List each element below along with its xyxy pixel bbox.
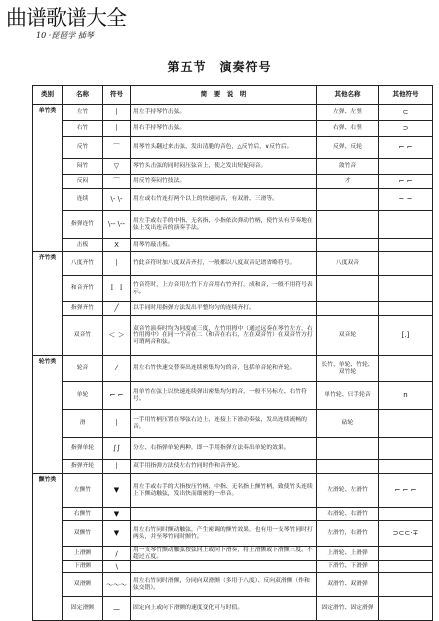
- header-name: 名称: [63, 86, 103, 105]
- symbol-cell: ⌒: [103, 137, 131, 159]
- category-cell: 轮竹类: [33, 356, 63, 474]
- alt-symbol-cell: [379, 159, 433, 175]
- alt-name-cell: [317, 276, 379, 302]
- category-cell: 单竹类: [33, 105, 63, 252]
- table-row: [33, 239, 433, 252]
- table-row: [33, 508, 433, 521]
- alt-symbol-cell: [379, 460, 433, 474]
- alt-symbol-cell: ~ ~: [379, 189, 433, 211]
- alt-symbol-cell: [379, 252, 433, 276]
- alt-name-cell: 反弹、反轮: [317, 137, 379, 159]
- alt-name-cell: 八度双音: [317, 252, 379, 276]
- header-alt-symbol: 其他符号: [379, 86, 433, 105]
- name-cell: 双音竹: [63, 316, 103, 356]
- name-cell: 指弹连竹: [63, 211, 103, 239]
- alt-symbol-cell: [379, 410, 433, 438]
- name-cell: 指弹齐轮: [63, 460, 103, 474]
- symbol-cell: \- \-: [103, 189, 131, 211]
- alt-name-cell: 右滑轮、右滑竹: [317, 508, 379, 521]
- alt-name-cell: [317, 189, 379, 211]
- symbol-cell: ∫∫: [103, 438, 131, 460]
- alt-symbol-cell: [379, 561, 433, 573]
- table-row: [33, 460, 433, 474]
- notation-table: [32, 85, 433, 621]
- symbol-cell: ～～～: [103, 573, 131, 597]
- header-symbol: 符号: [103, 86, 131, 105]
- table-body: [33, 105, 433, 621]
- alt-name-cell: 下滑竹、下滑弹: [317, 561, 379, 573]
- alt-symbol-cell: [379, 597, 433, 621]
- description-cell: 用左手或右手的中指、无名指、小指依次弹动竹柄，使竹头有节奏地在弦上发出连音的演奏手法。: [131, 211, 317, 239]
- alt-name-cell: 砧轮: [317, 410, 379, 438]
- description-cell: 用琴竹头翻过来击弦，发出清脆的音色，△反竹后，∨反竹后。: [131, 137, 317, 159]
- name-cell: 右颤竹: [63, 508, 103, 521]
- header-description: 简 要 说 明: [131, 86, 317, 105]
- alt-name-cell: 才: [317, 175, 379, 189]
- alt-symbol-cell: [379, 302, 433, 316]
- alt-symbol-cell: n: [379, 382, 433, 410]
- alt-name-cell: 固定滑竹、固定滑弹: [317, 597, 379, 621]
- table-row: [33, 438, 433, 460]
- table-row: [33, 573, 433, 597]
- name-cell: 滑: [63, 410, 103, 438]
- description-cell: 一手用竹柄压置在琴弦右边上，连接上下滑动奏弦，发出连续流畅的音。: [131, 410, 317, 438]
- description-cell: 用一支琴竹颤动触弦按弦向上或向下滑奏，将上滑颤或下滑颤三度，不超过五度。: [131, 547, 317, 561]
- table-row: [33, 159, 433, 175]
- alt-symbol-cell: [379, 438, 433, 460]
- description-cell: 竹音符时，上方音用左竹下方音用右竹齐打，成和音，一般不用符号表示。: [131, 276, 317, 302]
- table-row: [33, 547, 433, 561]
- name-cell: 指弹齐竹: [63, 302, 103, 316]
- symbol-cell: ╱: [103, 302, 131, 316]
- alt-symbol-cell: ⊂: [379, 105, 433, 121]
- alt-symbol-cell: [379, 547, 433, 561]
- name-cell: 右竹: [63, 121, 103, 137]
- table-row: [33, 189, 433, 211]
- alt-symbol-cell: ⌐ ⌐: [379, 175, 433, 189]
- symbol-cell: 丨: [103, 121, 131, 137]
- table-row: [33, 276, 433, 302]
- table-row: [33, 597, 433, 621]
- description-cell: 用左手或右手的大指按压竹柄，中指、无名指上颤竹柄，致使竹头连续上下颤动触弦，发出快而细密的一串音。: [131, 474, 317, 508]
- name-cell: 双颤竹: [63, 521, 103, 547]
- table-row: [33, 211, 433, 239]
- table-row: [33, 121, 433, 137]
- name-cell: 指弹单轮: [63, 438, 103, 460]
- name-cell: 单轮: [63, 382, 103, 410]
- symbol-cell: ∕: [103, 547, 131, 561]
- name-cell: 闷竹: [63, 159, 103, 175]
- table-row: [33, 316, 433, 356]
- symbol-cell: ⌐ ⌐: [103, 382, 131, 410]
- alt-symbol-cell: [379, 239, 433, 252]
- symbol-cell: ⌒: [103, 175, 131, 189]
- symbol-cell: ∖: [103, 561, 131, 573]
- table-row: [33, 137, 433, 159]
- name-cell: 上滑颤: [63, 547, 103, 561]
- description-cell: 用左右竹快速交替奏出连续密集均匀的音，包括单音轮和齐轮。: [131, 356, 317, 382]
- symbol-cell: ⁄: [103, 356, 131, 382]
- alt-symbol-cell: [379, 508, 433, 521]
- description-cell: 固定向上或向下滑颤的速度变化可与时值。: [131, 597, 317, 621]
- category-cell: 颤竹类: [33, 474, 63, 621]
- description-cell: 用左右竹同时滑颤，分同向双滑颤（多用于八度）、反向双滑颤（作和弦交错）。: [131, 573, 317, 597]
- description-cell: 琴竹头击弦的同时闷压弦音上，使之发出短促闷音。: [131, 159, 317, 175]
- description-cell: 双音竹演奏时均为同度或三度，左竹用拇中（通过远奏在琴竹左方，右竹用拇中）在同一个音在二（和音在右右，左在双音竹）在双音竹方打可谓两音和弦。: [131, 316, 317, 356]
- alt-name-cell: 双音轮: [317, 316, 379, 356]
- table-row: [33, 521, 433, 547]
- description-cell: 用琴竹敲击板。: [131, 239, 317, 252]
- description-cell: 用反竹奏闷竹技法。: [131, 175, 317, 189]
- symbol-cell: 丨: [103, 410, 131, 438]
- table-row: [33, 302, 433, 316]
- description-cell: [131, 561, 317, 573]
- alt-name-cell: [317, 211, 379, 239]
- running-head: 10 ·琵琶学 插琴: [36, 31, 94, 40]
- table-row: [33, 105, 433, 121]
- symbol-cell: —: [103, 597, 131, 621]
- table-row: [33, 474, 433, 508]
- alt-name-cell: [317, 460, 379, 474]
- description-cell: 分左、右指弹单轮两种，即一手用指弹方法奏出单轮的效果。: [131, 438, 317, 460]
- table-row: [33, 410, 433, 438]
- alt-symbol-cell: ⌐ ⌐ ⌐: [379, 474, 433, 508]
- alt-symbol-cell: [379, 211, 433, 239]
- description-cell: 用左右竹同时颤动触弦，产生密调的颤竹效果，也有用一支琴竹同时打两头，并至琴竹同时颤竹。: [131, 521, 317, 547]
- symbol-cell: ▼: [103, 474, 131, 508]
- alt-name-cell: [317, 239, 379, 252]
- description-cell: 用单竹在弦上以快速连续弹出密集均匀的音，一般不另标左、右竹符号。: [131, 382, 317, 410]
- symbol-cell: 丨: [103, 252, 131, 276]
- table-row: [33, 252, 433, 276]
- symbol-cell: ＜ ＞: [103, 316, 131, 356]
- description-cell: 用右手持琴竹击弦。: [131, 121, 317, 137]
- alt-symbol-cell: [379, 573, 433, 597]
- name-cell: 反竹: [63, 137, 103, 159]
- table-header-row: [33, 86, 433, 105]
- alt-name-cell: 左滑竹，右滑竹: [317, 521, 379, 547]
- alt-name-cell: 长竹、单轮、竹轮、双竹轮: [317, 356, 379, 382]
- alt-name-cell: 左弹、左竖: [317, 105, 379, 121]
- name-cell: 八度齐竹: [63, 252, 103, 276]
- symbol-cell: 丨: [103, 105, 131, 121]
- name-cell: 连续: [63, 189, 103, 211]
- name-cell: 固定滑颤: [63, 597, 103, 621]
- alt-symbol-cell: [.]: [379, 316, 433, 356]
- name-cell: 左颤竹: [63, 474, 103, 508]
- header-category: 类别: [33, 86, 63, 105]
- table-row: [33, 382, 433, 410]
- table-row: [33, 561, 433, 573]
- alt-name-cell: [317, 438, 379, 460]
- symbol-cell: 丨: [103, 460, 131, 474]
- name-cell: 击板: [63, 239, 103, 252]
- alt-name-cell: 单竹轮、只手轮音: [317, 382, 379, 410]
- site-title: 曲谱歌谱大全: [6, 6, 126, 30]
- category-cell: 齐竹类: [33, 252, 63, 356]
- name-cell: 双滑颤: [63, 573, 103, 597]
- alt-symbol-cell: [379, 276, 433, 302]
- symbol-cell: Ｉ Ｉ: [103, 276, 131, 302]
- table-row: [33, 175, 433, 189]
- description-cell: 双手用指弹方法使左右竹同时作和音齐轮。: [131, 460, 317, 474]
- description-cell: [131, 508, 317, 521]
- name-cell: 下滑颤: [63, 561, 103, 573]
- alt-symbol-cell: ⊃: [379, 121, 433, 137]
- name-cell: 反闷: [63, 175, 103, 189]
- alt-name-cell: 双滑竹、双滑弹: [317, 573, 379, 597]
- alt-name-cell: 右弹、右竖: [317, 121, 379, 137]
- description-cell: 用左或右竹连打两个以上的快速同音，有双滑、三滑等。: [131, 189, 317, 211]
- header-alt-name: 其他名称: [317, 86, 379, 105]
- alt-name-cell: 敛竹音: [317, 159, 379, 175]
- alt-name-cell: 上滑轮、上滑弹: [317, 547, 379, 561]
- description-cell: 用左手持琴竹击弦。: [131, 105, 317, 121]
- symbol-cell: X: [103, 239, 131, 252]
- symbol-cell: ▼: [103, 521, 131, 547]
- alt-name-cell: [317, 302, 379, 316]
- alt-symbol-cell: [379, 356, 433, 382]
- description-cell: 以手同时用指弹方法发出平整均匀的连续齐打。: [131, 302, 317, 316]
- symbol-cell: ▽: [103, 159, 131, 175]
- symbol-cell: \-- \--: [103, 211, 131, 239]
- alt-symbol-cell: ⌐ ⌐: [379, 137, 433, 159]
- name-cell: 和音齐竹: [63, 276, 103, 302]
- table-row: [33, 356, 433, 382]
- name-cell: 左竹: [63, 105, 103, 121]
- section-title: 第五节 演奏符号: [167, 60, 272, 74]
- symbol-cell: ▼: [103, 508, 131, 521]
- name-cell: 轮音: [63, 356, 103, 382]
- description-cell: 竹此音符时加八度双音齐打，一般都以八度双音记谱省略符号。: [131, 252, 317, 276]
- alt-name-cell: 左滑轮、左滑竹: [317, 474, 379, 508]
- alt-symbol-cell: ⊃⊂⊂·∓: [379, 521, 433, 547]
